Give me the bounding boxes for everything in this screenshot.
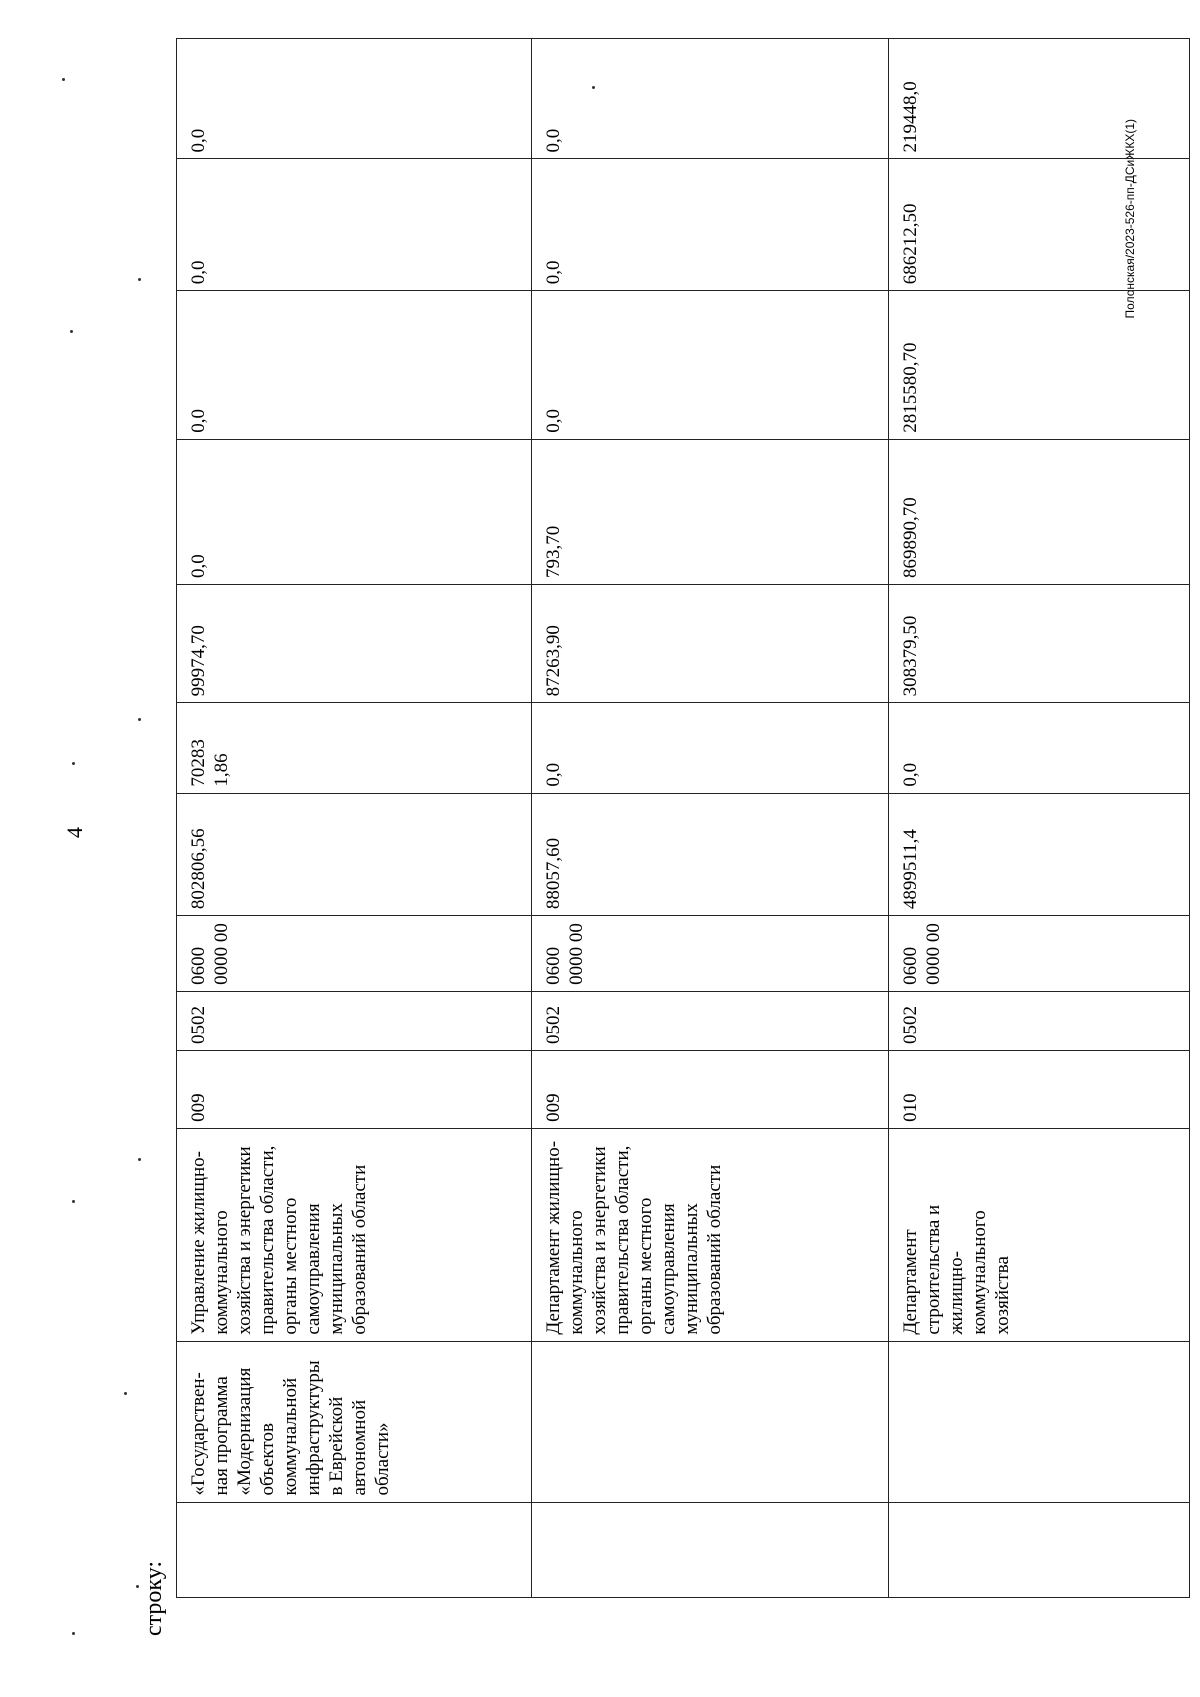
grbs-cell: 010 xyxy=(889,1051,1190,1129)
blank-cell xyxy=(177,1502,532,1597)
year6-cell: 0,0 xyxy=(177,39,532,159)
table-row xyxy=(889,39,1190,1598)
year4-cell: 0,0 xyxy=(532,291,889,439)
year2-cell: 87263,90 xyxy=(532,585,889,703)
scan-speck xyxy=(72,1632,75,1635)
year5-cell: 0,0 xyxy=(177,159,532,291)
csr-cell: 0600 0000 00 xyxy=(177,916,532,992)
total-cell: 802806,56 xyxy=(177,793,532,915)
program-name-cell xyxy=(889,1341,1190,1502)
table-row xyxy=(532,39,889,1598)
scan-speck xyxy=(124,1392,127,1395)
scan-speck xyxy=(62,78,65,81)
intro-label: строку: xyxy=(141,1560,167,1636)
year3-cell: 793,70 xyxy=(532,439,889,584)
csr-cell: 0600 0000 00 xyxy=(532,916,889,992)
year4-cell: 2815580,70 xyxy=(889,291,1190,439)
year2-cell: 308379,50 xyxy=(889,585,1190,703)
rzpr-cell: 0502 xyxy=(532,991,889,1050)
executor-cell: Управление жилищно-коммунального хозяйства и энергетики правительства области, органы местного самоуправления муниципальных образований области xyxy=(177,1128,532,1341)
table-row xyxy=(177,39,532,1598)
document-code-text: Полонская/2023-526-пп-ДСиЖКХ(1) xyxy=(1123,119,1137,319)
executor-cell: Департамент строительства и жилищно-коммунального хозяйства xyxy=(889,1128,1190,1341)
grbs-cell: 009 xyxy=(532,1051,889,1129)
year3-cell: 869890,70 xyxy=(889,439,1190,584)
program-name-cell: «Государствен-ная программа «Модернизация объектов коммунальной инфраструктуры в Еврейской автономной области» xyxy=(177,1341,532,1502)
year6-cell: 219448,0 xyxy=(889,39,1190,159)
page-number: 4 xyxy=(62,827,87,838)
year6-cell: 0,0 xyxy=(532,39,889,159)
program-name-cell xyxy=(532,1341,889,1502)
scan-speck xyxy=(72,1200,75,1203)
year1-cell: 0,0 xyxy=(532,703,889,793)
grbs-cell: 009 xyxy=(177,1051,532,1129)
year2-cell: 99974,70 xyxy=(177,585,532,703)
blank-cell xyxy=(532,1502,889,1597)
year3-cell: 0,0 xyxy=(177,439,532,584)
rotated-content xyxy=(134,1,1189,1638)
year1-cell: 70283 1,86 xyxy=(177,703,532,793)
total-cell: 88057,60 xyxy=(532,793,889,915)
total-cell: 4899511,4 xyxy=(889,793,1190,915)
scan-speck xyxy=(72,762,75,765)
year1-cell: 0,0 xyxy=(889,703,1190,793)
rzpr-cell: 0502 xyxy=(889,991,1190,1050)
year5-cell: 0,0 xyxy=(532,159,889,291)
year4-cell: 0,0 xyxy=(177,291,532,439)
executor-cell: Департамент жилищно-коммунального хозяйства и энергетики правительства области, органы местного самоуправления муниципальных образований области xyxy=(532,1128,889,1341)
blank-cell xyxy=(889,1502,1190,1597)
rzpr-cell: 0502 xyxy=(177,991,532,1050)
scan-speck xyxy=(70,330,73,333)
year5-cell: 686212,50 xyxy=(889,159,1190,291)
budget-table xyxy=(176,38,1190,1598)
csr-cell: 0600 0000 00 xyxy=(889,916,1190,992)
